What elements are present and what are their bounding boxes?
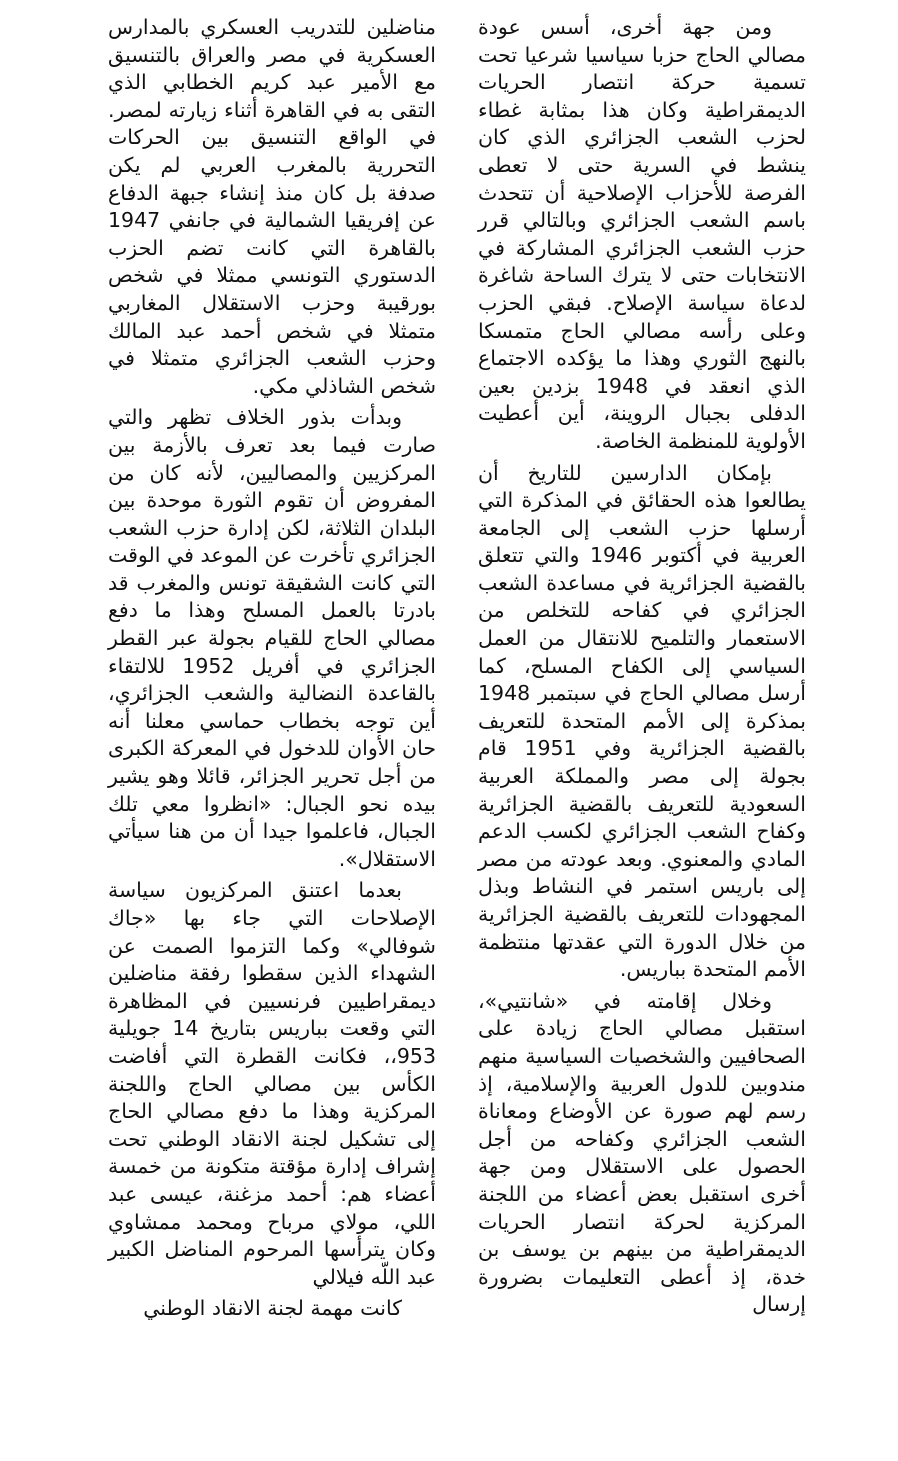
paragraph: وخلال إقامته في «شانتيي»، استقبل مصالي الحاج زيادة على الصحافيين والشخصيات السياسية منهم مندوبين للدول العربية والإسلامية، إذ رسم لهم صورة عن الأوضاع ومعاناة الشعب الجزائري وكفاحه من أجل الحصول على الاستقلال ومن جهة أخرى استقبل بعض أعضاء من اللجنة المركزية لحركة انتصار الحريات الديمقراطية من بينهم بن يوسف بن خدة، إذ أعطى التعليمات بضرورة إرسال [478, 988, 806, 1317]
paragraph: وبدأت بذور الخلاف تظهر والتي صارت فيما بعد تعرف بالأزمة بين المركزيين والمصاليين، لأنه كان من المفروض أن تقوم الثورة موحدة بين البلدان الثلاثة، لكن إدارة حزب الشعب الجزائري تأخرت عن الموعد في الوقت التي كانت الشقيقة تونس والمغرب قد بادرتا بالعمل المسلح وهذا ما دفع مصالي الحاج للقيام بجولة عبر القطر الجزائري في أفريل 1952 للالتقاء بالقاعدة النضالية والشعب الجزائري، أين توجه بخطاب حماسي معلنا أنه حان الأوان للدخول في المعركة الكبرى من أجل تحرير الجزائر، قائلا وهو يشير بيده نحو الجبال: «انظروا معي تلك الجبال، فاعلموا جيدا أن من هنا سيأتي الاستقلال». [108, 405, 437, 871]
paragraph: بعدما اعتنق المركزيون سياسة الإصلاحات التي جاء بها «جاك شوفالي» وكما التزموا الصمت عن الشهداء الذين سقطوا رفقة مناضلين ديمقراطيين فرنسيين في المظاهرة التي وقعت بباريس بتاريخ 14 جويلية 953،، فكانت القطرة التي أفاضت الكأس بين مصالي الحاج واللجنة المركزية وهذا ما دفع مصالي الحاج إلى تشكيل لجنة الانقاد الوطني تحت إشراف إدارة مؤقتة متكونة من خمسة أعضاء هم: أحمد مزغنة، عيسى عبد اللي، مولاي مرباح ومحمد ممشاوي وكان يترأسها المرحوم المناضل الكبير عبد اللّه فيلالي [108, 878, 436, 1289]
article-column-left [108, 14, 436, 1323]
paragraph: كانت مهمة لجنة الانقاد الوطني [143, 1296, 402, 1321]
paragraph: ومن جهة أخرى، أسس عودة مصالي الحاج حزبا سياسيا شرعيا تحت تسمية حركة انتصار الحريات الديمقراطية وكان هذا بمثابة غطاء لحزب الشعب الجزائري الذي كان ينشط في السرية حتى لا تعطى الفرصة للأحزاب الإصلاحية أن تتحدث باسم الشعب الجزائري وبالتالي قرر حزب الشعب الجزائري المشاركة في الانتخابات حتى لا يترك الساحة شاغرة لدعاة سياسة الإصلاح. فبقي الحزب وعلى رأسه مصالي الحاج متمسكا بالنهج الثوري وهذا ما يؤكده الاجتماع الذي انعقد في 1948 بزدين بعين الدفلى بجبال الروينة، أين أعطيت الأولوية للمنظمة الخاصة. [478, 15, 806, 453]
paragraph: مناضلين للتدريب العسكري بالمدارس العسكرية في مصر والعراق بالتنسيق مع الأمير عبد كريم الخطابي الذي التقى به في القاهرة أثناء زيارته لمصر. في الواقع التنسيق بين الحركات التحررية بالمغرب العربي لم يكن صدفة بل كان منذ إنشاء جبهة الدفاع عن إفريقيا الشمالية في جانفي 1947 بالقاهرة التي كانت تضم الحزب الدستوري التونسي ممثلا في شخص بورقيبة وحزب الاستقلال المغاربي متمثلا في شخص أحمد عبد المالك وحزب الشعب الجزائري متمثلا في شخص الشاذلي مكي. [108, 15, 436, 398]
article-column-right [478, 14, 806, 1319]
paragraph: بإمكان الدارسين للتاريخ أن يطالعوا هذه الحقائق في المذكرة التي أرسلها حزب الشعب إلى الجامعة العربية في أكتوبر 1946 والتي تتعلق بالقضية الجزائرية في مساعدة الشعب الجزائري في كفاحه للتخلص من الاستعمار والتلميح للانتقال من العمل السياسي إلى الكفاح المسلح، كما أرسل مصالي الحاج في سبتمبر 1948 بمذكرة إلى الأمم المتحدة للتعريف بالقضية الجزائرية وفي 1951 قام بجولة إلى مصر والمملكة العربية السعودية للتعريف بالقضية الجزائرية وكفاح الشعب الجزائري لكسب الدعم المادي والمعنوي. وبعد عودته من مصر إلى باريس استمر في النشاط وبذل المجهودات للتعريف بالقضية الجزائرية من خلال الدورة التي عقدتها منتظمة الأمم المتحدة بباريس. [478, 460, 806, 982]
